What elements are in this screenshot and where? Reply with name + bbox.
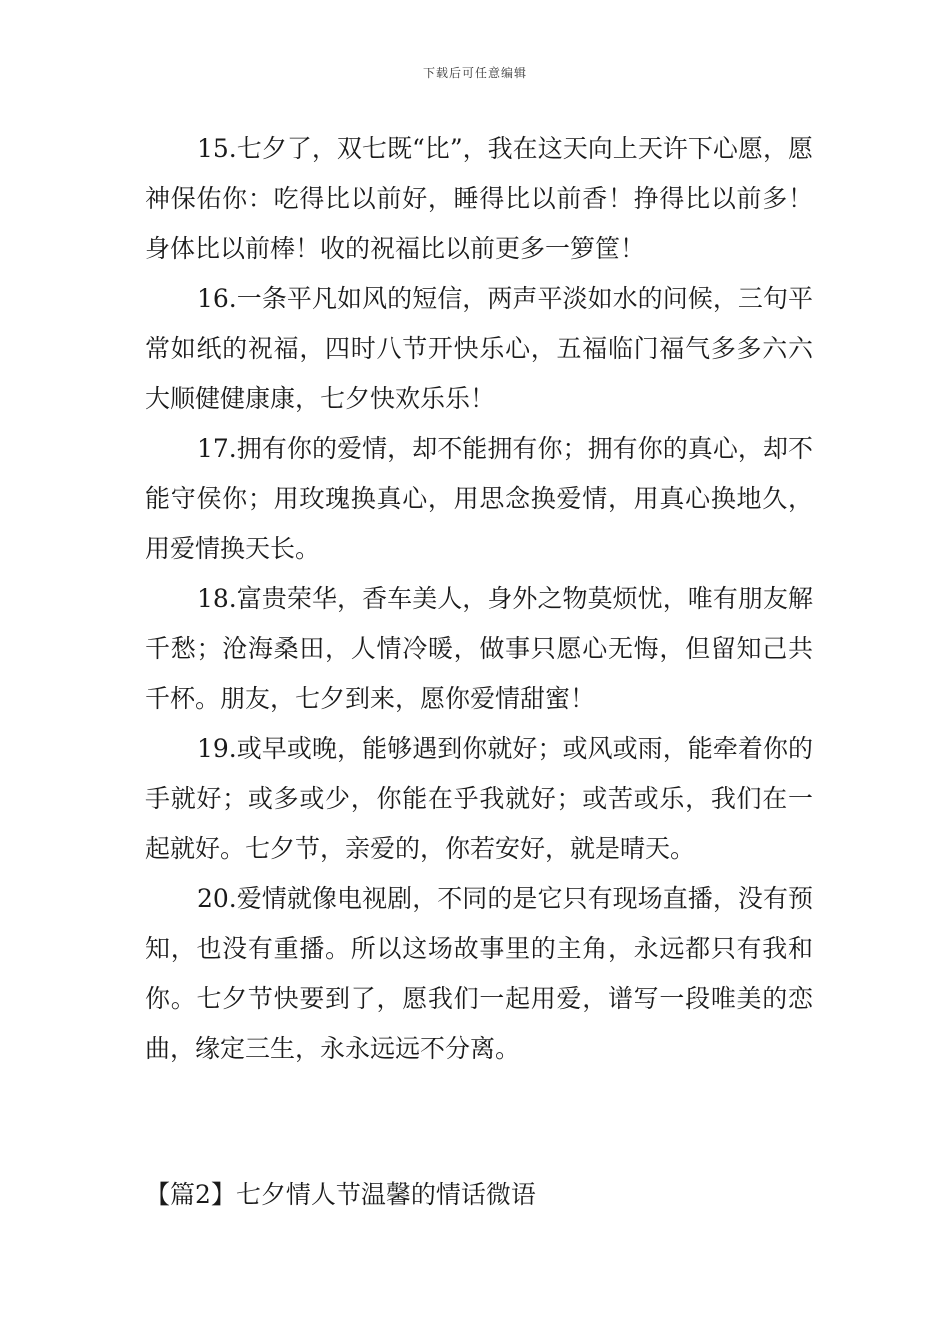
header-note: 下载后可任意编辑 (422, 66, 527, 80)
section-heading: 【篇2】七夕情人节温馨的情话微语 (145, 1180, 536, 1209)
paragraph-17: 17.拥有你的爱情，却不能拥有你；拥有你的真心，却不能守侯你；用玫瑰换真心，用思念换爱情，用真心换地久，用爱情换天长。 (145, 434, 813, 563)
paragraph-19: 19.或早或晚，能够遇到你就好；或风或雨，能牵着你的手就好；或多或少，你能在乎我就好；或苦或乐，我们在一起就好。七夕节，亲爱的，你若安好，就是晴天。 (145, 734, 813, 863)
paragraph-18: 18.富贵荣华，香车美人，身外之物莫烦忧，唯有朋友解千愁；沧海桑田，人情冷暖，做事只愿心无悔，但留知己共千杯。朋友，七夕到来，愿你爱情甜蜜！ (145, 584, 813, 713)
paragraph-15: 15.七夕了，双七既“比”，我在这天向上天许下心愿，愿神保佑你：吃得比以前好，睡得比以前香！挣得比以前多！身体比以前棒！收的祝福比以前更多一箩筐！ (145, 134, 813, 263)
paragraph-20: 20.爱情就像电视剧，不同的是它只有现场直播，没有预知，也没有重播。所以这场故事里的主角，永远都只有我和你。七夕节快要到了，愿我们一起用爱，谱写一段唯美的恋曲，缘定三生，永永远远不分离。 (145, 884, 813, 1063)
document-body (145, 124, 813, 1074)
paragraph-16: 16.一条平凡如风的短信，两声平淡如水的问候，三句平常如纸的祝福，四时八节开快乐心，五福临门福气多多六六大顺健健康康，七夕快欢乐乐！ (145, 284, 813, 413)
